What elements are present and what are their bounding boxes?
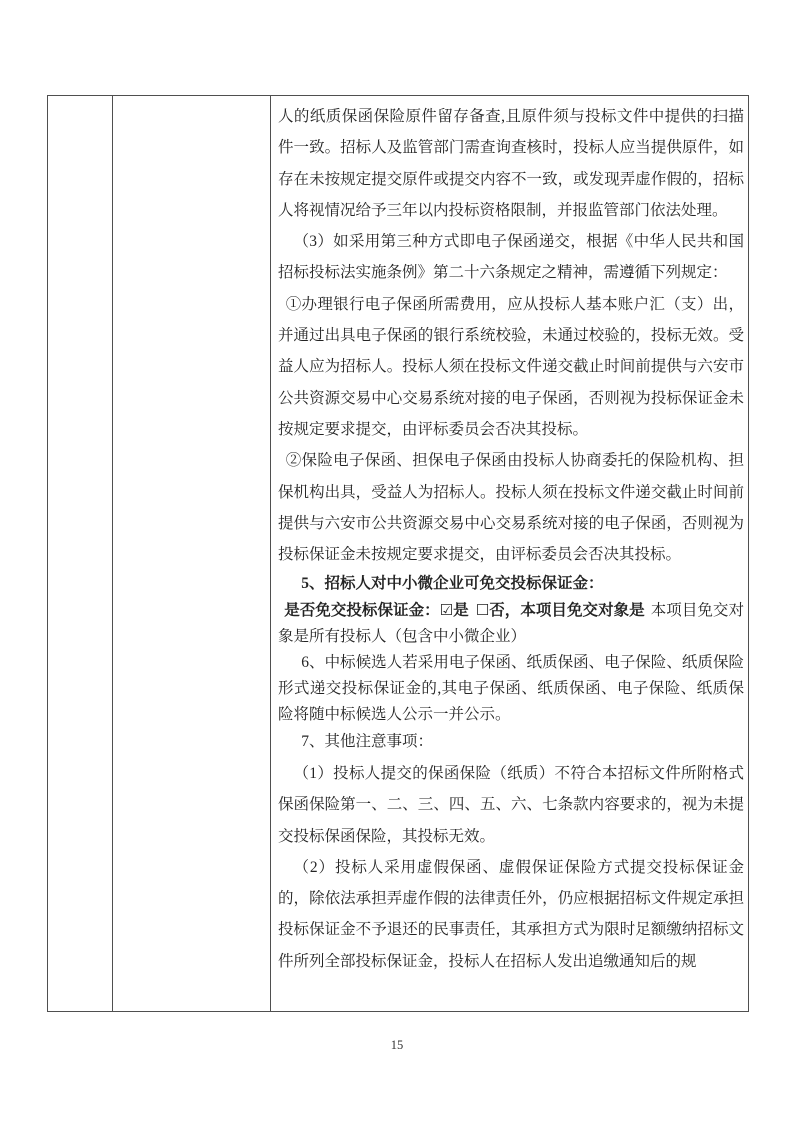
checkbox-yes-checked-icon: ☑ bbox=[439, 601, 454, 620]
paragraph-method-3: （3）如采用第三种方式即电子保函递交，根据《中华人民共和国招标投标法实施条例》第二十六条规定之精神，需遵循下列规定： bbox=[278, 233, 744, 282]
waiver-value-text: 本项目免交对象是所有投标人（包含中小微企业） bbox=[278, 602, 744, 646]
checkbox-no-unchecked-icon: ☐ bbox=[475, 601, 490, 620]
paragraph-item-2: ②保险电子保函、担保电子保函由投标人协商委托的保险机构、担保机构出具，受益人为招标人。投标人须在投标文件递交截止时间前提供与六安市公共资源交易中心交易系统对接的电子保函，否则视为投标保证金未按规定要求提交，由评标委员会否决其投标。 bbox=[278, 452, 744, 564]
page-number: 15 bbox=[390, 1038, 404, 1052]
waiver-label: 是否免交投标保证金： bbox=[284, 602, 440, 620]
waiver-line bbox=[278, 598, 744, 650]
paragraph-6: 6、中标候选人若采用电子保函、纸质保函、电子保险、纸质保险形式递交投标保证金的,其电子保函、纸质保函、电子保险、纸质保险将随中标候选人公示一并公示。 bbox=[278, 654, 744, 723]
tender-terms-table bbox=[47, 95, 749, 1012]
paragraph-item-1: ①办理银行电子保函所需费用，应从投标人基本账户汇（支）出，并通过出具电子保函的银行系统校验，未通过校验的，投标无效。受益人应为招标人。投标人须在投标文件递交截止时间前提供与六安市公共资源交易中心交易系统对接的电子保函，否则视为投标保证金未按规定要求提交，由评标委员会否决其投标。 bbox=[278, 295, 744, 438]
section-5-heading: 5、招标人对中小微企业可免交投标保证金： bbox=[301, 575, 604, 593]
paragraph-7-1: （1）投标人提交的保函保险（纸质）不符合本招标文件所附格式保函保险第一、二、三、四、五、六、七条款内容要求的，视为未提交投标保函保险，其投标无效。 bbox=[278, 764, 744, 845]
section-7-heading: 7、其他注意事项： bbox=[301, 733, 434, 751]
paragraph-carryover: 人的纸质保函保险原件留存备查,且原件须与投标文件中提供的扫描件一致。招标人及监管部门需查询查核时，投标人应当提供原件，如存在未按规定提交原件或提交内容不一致，或发现弄虚作假的，招标人将视情况给予三年以内投标资格限制，并报监管部门依法处理。 bbox=[278, 108, 744, 219]
waiver-yes-label: 是 bbox=[453, 602, 469, 620]
paragraph-7-2: （2）投标人采用虚假保函、虚假保证保险方式提交投标保证金的，除依法承担弄虚作假的法律责任外，仍应根据招标文件规定承担投标保证金不予退还的民事责任，其承担方式为限时足额缴纳招标文件所列全部投标保证金，投标人在招标人发出追缴通知后的规 bbox=[278, 858, 744, 970]
table-cell-item-label bbox=[113, 96, 271, 1011]
table-cell-item-number bbox=[48, 96, 113, 1011]
waiver-no-label: 否，本项目免交对象是 bbox=[489, 602, 645, 620]
table-cell-content bbox=[271, 96, 748, 1011]
